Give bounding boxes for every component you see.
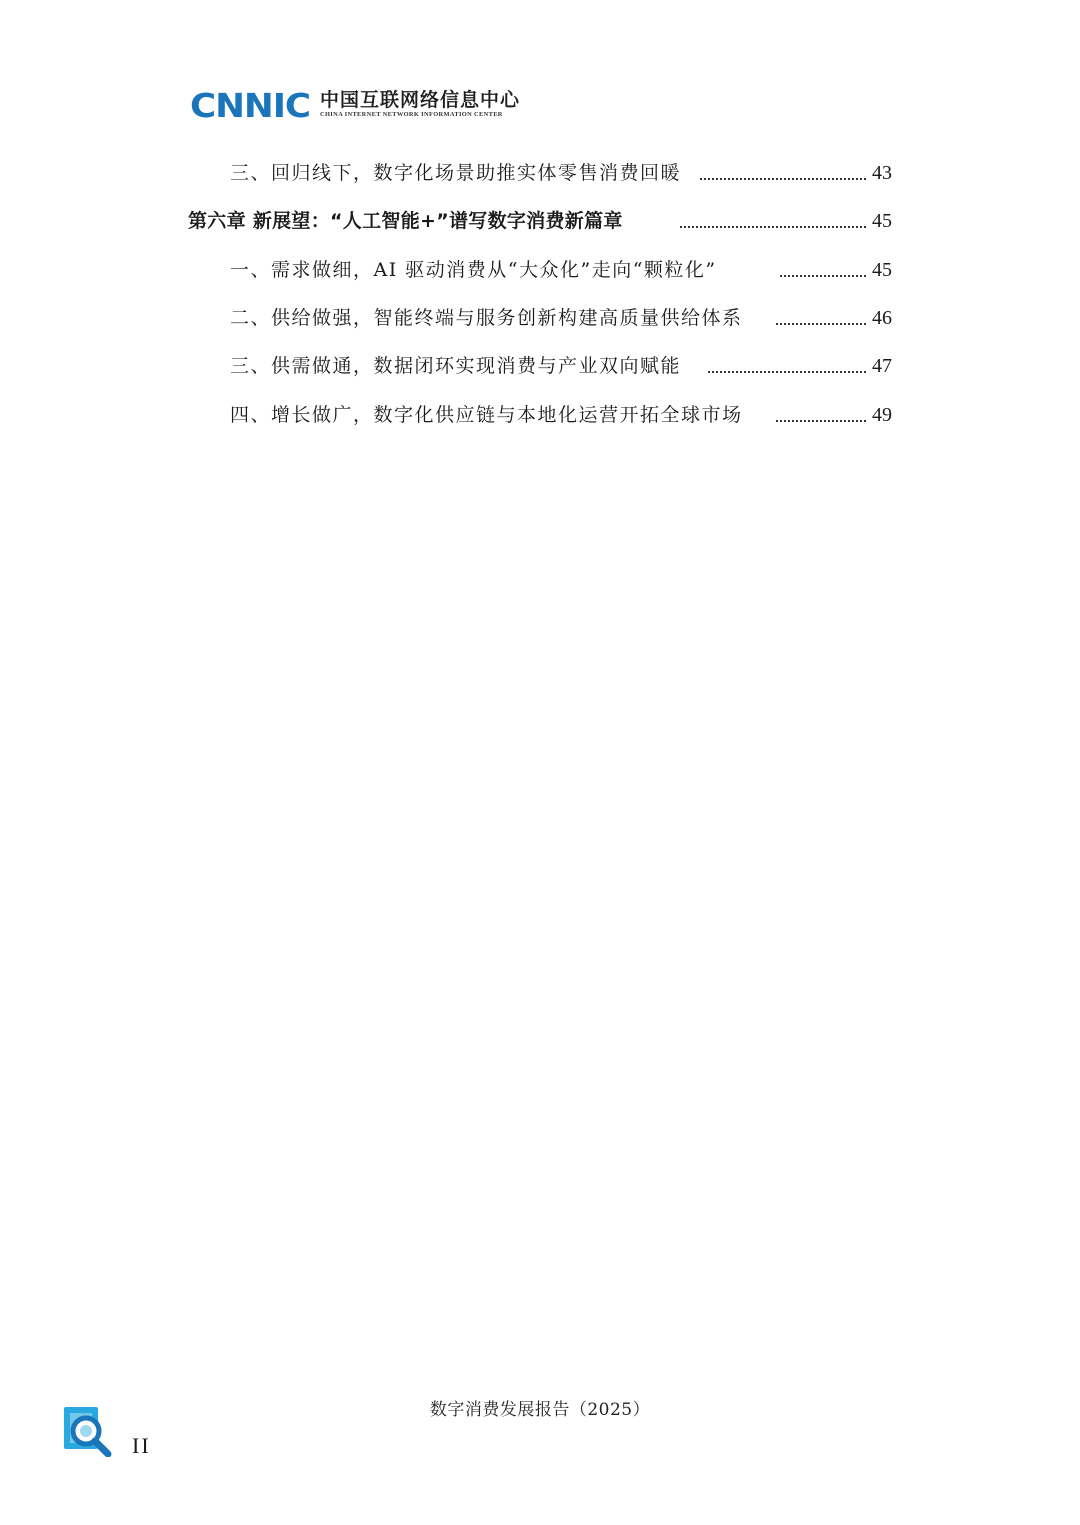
toc-entry-page: 47 [872,355,892,377]
magnifier-report-icon [62,1405,114,1457]
header-logo [190,84,520,124]
toc-entry[interactable] [0,400,1080,430]
toc-entry[interactable] [0,255,1080,285]
toc-leader-dots [780,275,866,277]
toc-leader-dots [776,323,866,325]
toc-entry-title: 三、回归线下，数字化场景助推实体零售消费回暖 [230,158,685,188]
org-name-cn: 中国互联网络信息中心 [320,89,521,111]
toc-entry-title: 一、需求做细，AI 驱动消费从“大众化”走向“颗粒化” [230,255,721,285]
toc-entry[interactable] [0,351,1080,381]
org-name [320,89,520,119]
org-name-en: CHINA INTERNET NETWORK INFORMATION CENTER [320,111,503,118]
toc-entry-page: 49 [872,404,892,426]
toc-entry-page: 43 [872,162,892,184]
toc-leader-dots [708,371,866,373]
toc-entry-title: 二、供给做强，智能终端与服务创新构建高质量供给体系 [230,303,747,333]
toc-leader-dots [680,226,866,228]
toc-entry[interactable] [0,158,1080,188]
toc-entry-title: 三、供需做通，数据闭环实现消费与产业双向赋能 [230,351,685,381]
toc-entry-page: 46 [872,307,892,329]
toc-entry[interactable] [0,303,1080,333]
svg-text:CNNIC: CNNIC [190,87,310,121]
cnnic-logo-icon [190,87,312,121]
toc-entry-page: 45 [872,259,892,281]
toc-entry-page: 45 [872,210,892,232]
page-number: II [132,1433,151,1458]
toc-chapter-entry[interactable] [0,206,1080,236]
toc-leader-dots [700,178,866,180]
toc-entry-title: 四、增长做广，数字化供应链与本地化运营开拓全球市场 [230,400,747,430]
footer-report-title: 数字消费发展报告（2025） [429,1400,651,1420]
toc-leader-dots [776,420,866,422]
toc-entry-title: 第六章 新展望：“人工智能+”谱写数字消费新篇章 [188,206,627,236]
